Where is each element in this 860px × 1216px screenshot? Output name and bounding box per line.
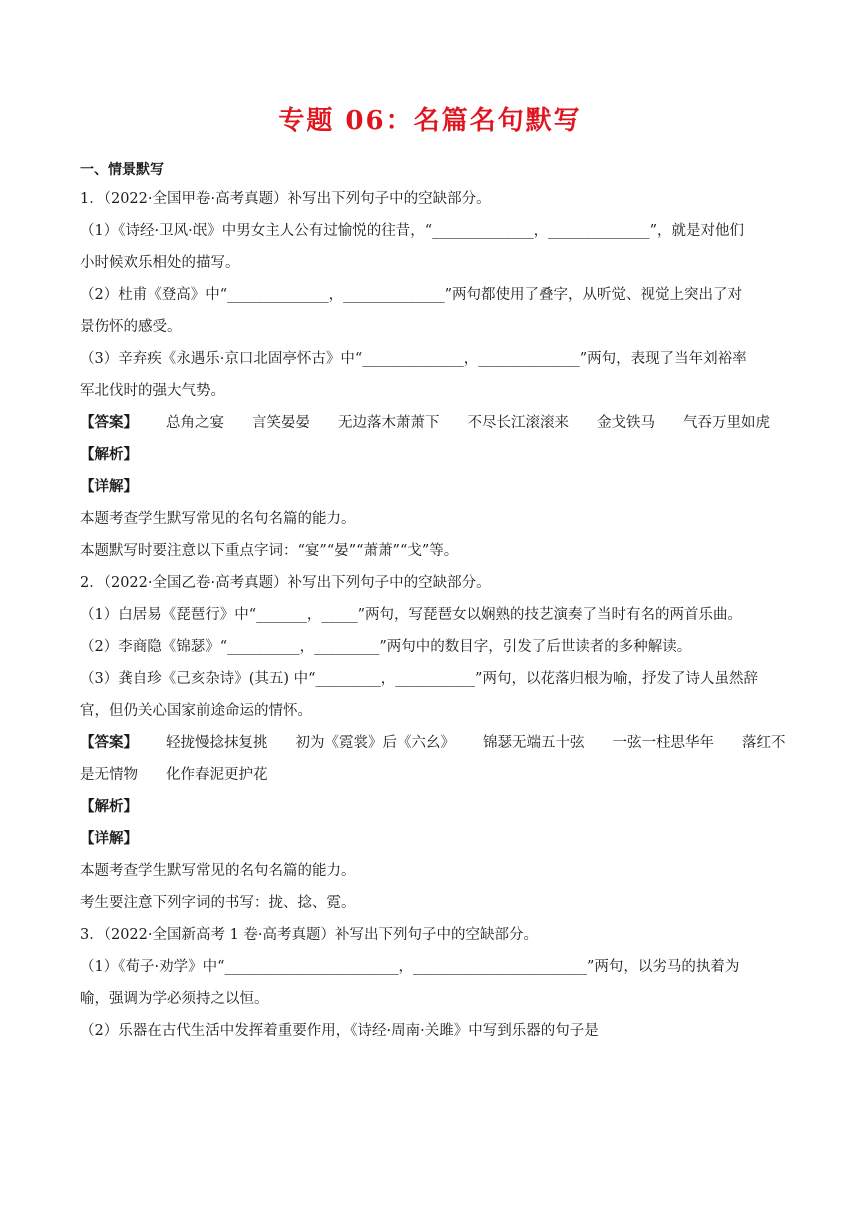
answer-item: 金戈铁马 <box>597 415 655 431</box>
q2-answer-line1 <box>80 727 785 759</box>
answer-item: 气吞万里如虎 <box>683 415 770 431</box>
analysis-label: 【解析】 <box>80 798 138 815</box>
q3-part2: （2）乐器在古代生活中发挥着重要作用，《诗经·周南·关雎》中写到乐器的句子是 <box>80 1023 599 1039</box>
q2-part3-line1: （3）龚自珍《己亥杂诗》(其五) 中“_________，___________”两句，以花落归根为喻，抒发了诗人虽然辞 <box>80 671 758 687</box>
answer-item: 总角之宴 <box>166 415 224 431</box>
answer-item: 落红不 <box>742 735 786 751</box>
answer-item: 言笑晏晏 <box>252 415 310 431</box>
q3-part1-line2: 喻，强调为学必须持之以恒。 <box>80 991 269 1007</box>
page-title: 专题 06：名篇名句默写 <box>278 106 582 136</box>
q1-part2-line1: （2）杜甫《登高》中“______________，______________”两句都使用了叠字，从听觉、视觉上突出了对 <box>80 287 743 303</box>
q2-part3-line2: 官，但仍关心国家前途命运的情怀。 <box>80 703 312 719</box>
answer-item: 轻拢慢捻抹复挑 <box>166 735 268 751</box>
answer-item: 是无情物 <box>80 767 138 783</box>
answer-label: 【答案】 <box>80 734 138 751</box>
q2-answer-line2 <box>80 759 785 791</box>
q1-detail-line1: 本题考查学生默写常见的名句名篇的能力。 <box>80 511 356 527</box>
detail-label: 【详解】 <box>80 830 138 847</box>
answer-item: 不尽长江滚滚来 <box>467 415 569 431</box>
detail-label: 【详解】 <box>80 478 138 495</box>
section-heading: 一、情景默写 <box>80 162 164 178</box>
q1-part2-line2: 景伤怀的感受。 <box>80 319 182 335</box>
analysis-label: 【解析】 <box>80 446 138 463</box>
answer-item: 初为《霓裳》后《六幺》 <box>295 735 455 751</box>
q2-part2: （2）李商隐《锦瑟》“__________，_________”两句中的数目字，引发了后世读者的多种解读。 <box>80 639 692 655</box>
q2-part1: （1）白居易《琵琶行》中“_______，_____”两句，写琵琶女以娴熟的技艺演奏了当时有名的两首乐曲。 <box>80 607 743 623</box>
answer-item: 无边落木萧萧下 <box>338 415 440 431</box>
answer-item: 锦瑟无端五十弦 <box>483 735 585 751</box>
q3-part1-line1: （1）《荀子·劝学》中“________________________，________________________”两句，以劣马的执着为 <box>80 959 740 975</box>
document-body <box>80 157 785 1047</box>
q1-detail-line2: 本题默写时要注意以下重点字词：“宴”“晏”“萧萧”“戈”等。 <box>80 543 459 559</box>
q1-answer <box>80 407 785 439</box>
answer-item: 一弦一柱思华年 <box>612 735 714 751</box>
q2-header: 2．（2022·全国乙卷·高考真题）补写出下列句子中的空缺部分。 <box>80 575 491 591</box>
answer-label: 【答案】 <box>80 414 138 431</box>
q1-header: 1．（2022·全国甲卷·高考真题）补写出下列句子中的空缺部分。 <box>80 191 491 207</box>
answer-item: 化作春泥更护花 <box>166 767 268 783</box>
q3-header: 3．（2022·全国新高考 1 卷·高考真题）补写出下列句子中的空缺部分。 <box>80 927 539 943</box>
q1-part1-line1: （1）《诗经·卫风·氓》中男女主人公有过愉悦的往昔，“______________，______________”，就是对他们 <box>80 223 745 239</box>
q1-part3-line2: 军北伐时的强大气势。 <box>80 383 225 399</box>
q1-part1-line2: 小时候欢乐相处的描写。 <box>80 255 240 271</box>
q2-detail-line2: 考生要注意下列字词的书写：拢、捻、霓。 <box>80 895 356 911</box>
q2-detail-line1: 本题考查学生默写常见的名句名篇的能力。 <box>80 863 356 879</box>
q1-part3-line1: （3）辛弃疾《永遇乐·京口北固亭怀古》中“______________，______________”两句，表现了当年刘裕率 <box>80 351 747 367</box>
